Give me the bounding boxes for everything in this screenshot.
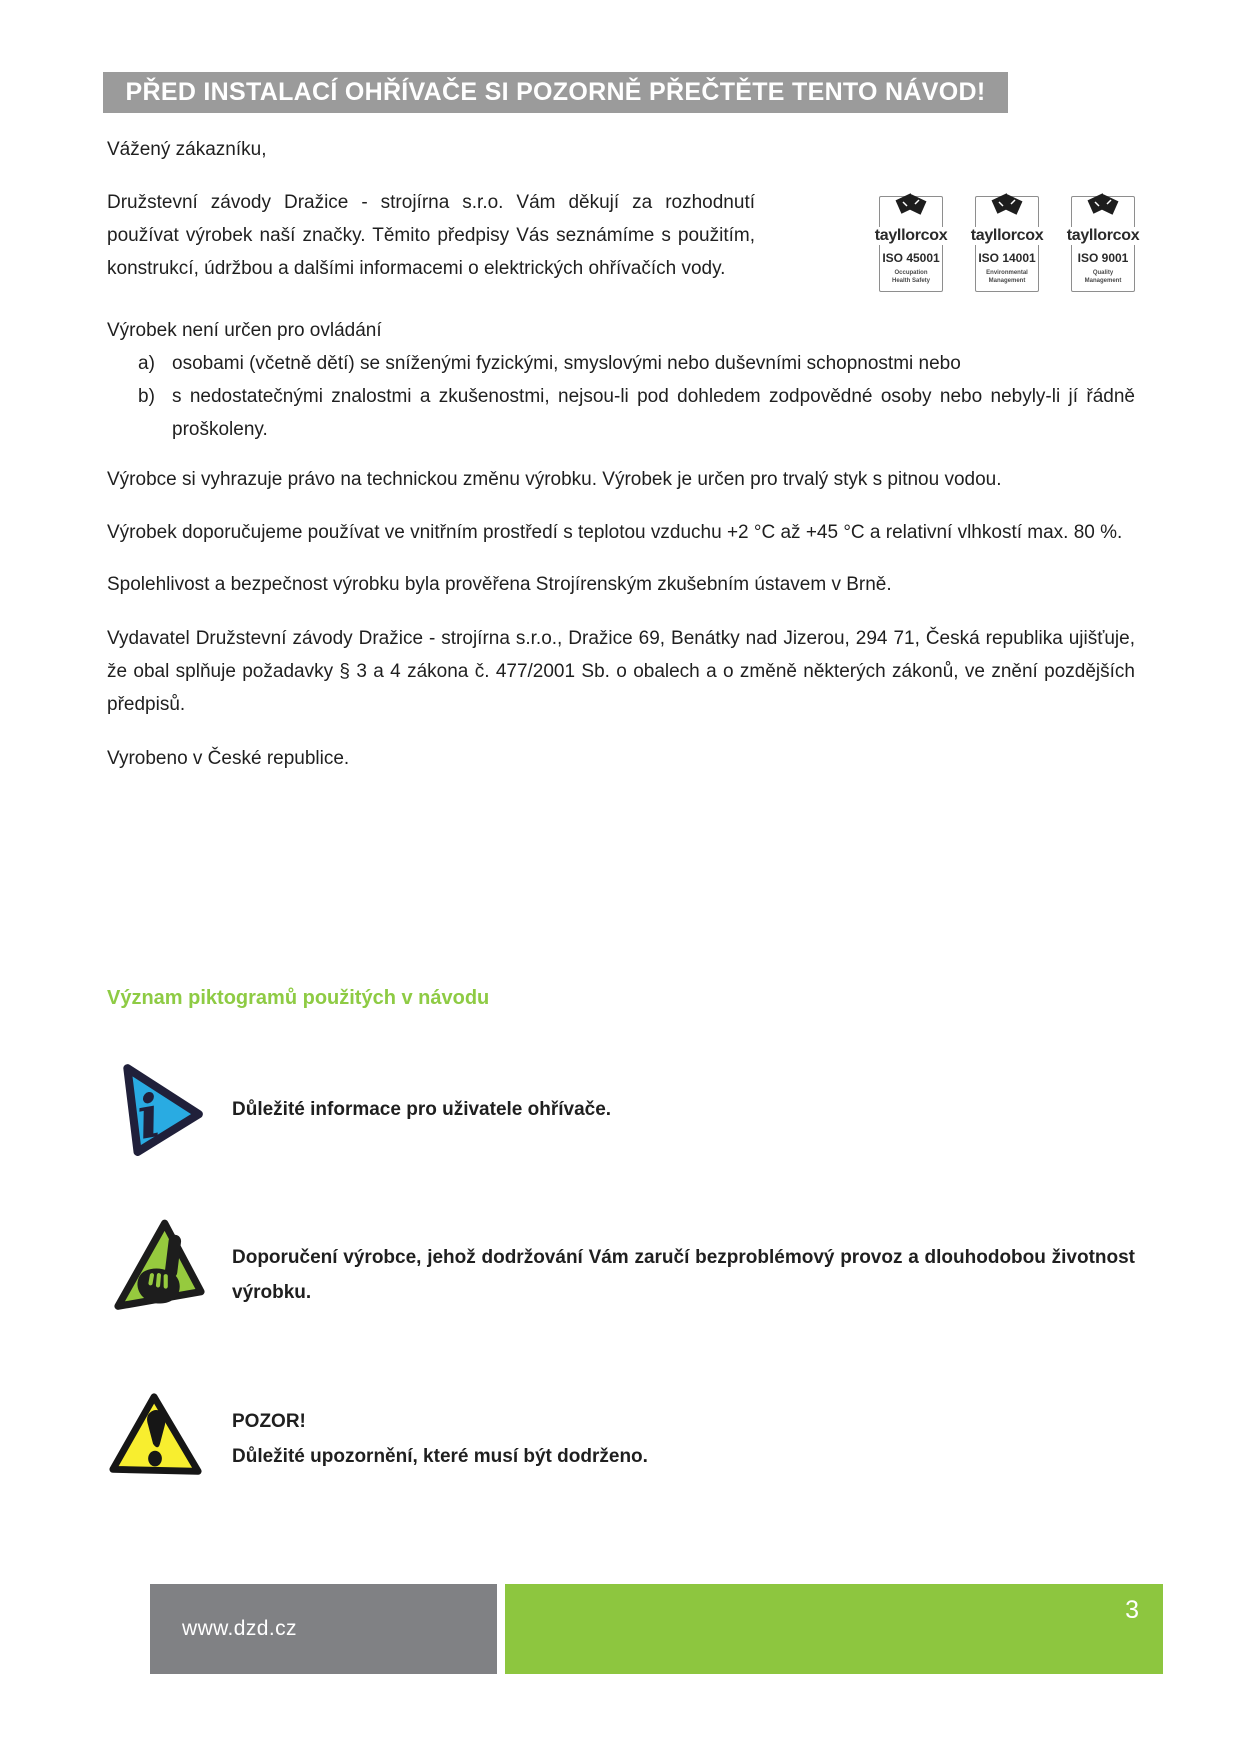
- certification-subtitle: [880, 269, 942, 285]
- certification-logo-iso9001: [1066, 196, 1140, 292]
- certification-standard: ISO 45001: [882, 251, 940, 265]
- certification-subtitle-line2: Management: [988, 278, 1026, 284]
- certification-logo-iso45001: [874, 196, 948, 292]
- list-text-b: s nedostatečnými znalostmi a zkušenostmi, nejsou-li pod dohledem zodpovědné osoby nebo nebyly-li jí řádně proškoleny.: [172, 386, 1135, 440]
- reliability-paragraph: Spolehlivost a bezpečnost výrobku byla prověřena Strojírenským zkušebním ústavem v Brně.: [107, 574, 892, 595]
- certification-standard: ISO 14001: [978, 251, 1036, 265]
- footer-page-number: 3: [1125, 1596, 1139, 1624]
- list-item-b: [138, 380, 1135, 446]
- certification-subtitle: [1072, 269, 1134, 285]
- certification-logo-iso14001: [970, 196, 1044, 292]
- greeting-text: Vážený zákazníku,: [107, 139, 267, 160]
- info-icon: [107, 1056, 232, 1163]
- certification-subtitle-line1: Occupation: [894, 270, 928, 276]
- list-item-a: [138, 347, 1135, 380]
- made-in-paragraph: Vyrobeno v České republice.: [107, 748, 350, 769]
- pictogram-warning-title: POZOR!: [232, 1410, 306, 1432]
- certification-brand: tayllorcox: [968, 227, 1047, 245]
- certification-subtitle-line2: Management: [1084, 278, 1122, 284]
- warning-banner: PŘED INSTALACÍ OHŘÍVAČE SI POZORNĚ PŘEČTĚTE TENTO NÁVOD!: [103, 72, 1008, 113]
- not-intended-intro: Výrobek není určen pro ovládání: [107, 320, 382, 341]
- recommendation-icon: [107, 1215, 232, 1334]
- svg-text:i: i: [131, 1079, 166, 1153]
- pictogram-recommendation-text: Doporučení výrobce, jehož dodržování Vám zaručí bezproblémový provoz a dlouhodobou životnost výrobku.: [232, 1246, 1135, 1303]
- warning-icon: [107, 1386, 232, 1491]
- certification-logos: [755, 186, 1140, 292]
- publisher-paragraph: Vydavatel Družstevní závody Dražice - strojírna s.r.o., Dražice 69, Benátky nad Jizerou, 294 71, Česká republika ujišťuje, že obal splňuje požadavky § 3 a 4 zákona č. 477/2001 Sb. o obalech a o změně některých zákonů, ve znění pozdějších předpisů.: [107, 628, 1135, 715]
- certification-subtitle: [976, 269, 1038, 285]
- pictogram-warning-row: [107, 1386, 1135, 1491]
- certification-subtitle-line1: Environmental: [986, 270, 1028, 276]
- tayllorcox-ribbon-icon: [985, 191, 1029, 226]
- list-text-a: osobami (včetně dětí) se sníženými fyzickými, smyslovými nebo duševními schopnostmi nebo: [172, 353, 961, 374]
- page-content: [0, 133, 1240, 1491]
- list-marker-b: b): [138, 386, 155, 407]
- pictogram-info-row: [107, 1056, 1135, 1163]
- intro-paragraph: Družstevní závody Dražice - strojírna s.r.o. Vám děkují za rozhodnutí používat výrobek naší značky. Těmito předpisy Vás seznámíme s použitím, konstrukcí, údržbou a dalšími informacemi o elektrických ohřívačích vody.: [107, 192, 755, 279]
- environment-paragraph: Výrobek doporučujeme používat ve vnitřním prostředí s teplotou vzduchu +2 °C až +45 °C a relativní vlhkostí max. 80 %.: [107, 522, 1123, 543]
- footer-page-box: [505, 1584, 1163, 1674]
- certification-subtitle-line1: Quality: [1092, 270, 1114, 276]
- footer-website-box: [150, 1584, 497, 1674]
- tayllorcox-ribbon-icon: [1081, 191, 1125, 226]
- list-marker-a: a): [138, 353, 155, 374]
- certification-brand: tayllorcox: [1064, 227, 1143, 245]
- pictogram-info-text: Důležité informace pro uživatele ohřívače.: [232, 1099, 612, 1120]
- pictogram-warning-body: Důležité upozornění, které musí být dodrženo.: [232, 1445, 648, 1467]
- rights-paragraph: Výrobce si vyhrazuje právo na technickou změnu výrobku. Výrobek je určen pro trvalý styk s pitnou vodou.: [107, 469, 1002, 490]
- certification-standard: ISO 9001: [1077, 251, 1129, 265]
- pictogram-recommendation-row: [107, 1215, 1135, 1334]
- intro-section: [107, 186, 1140, 292]
- footer-website: www.dzd.cz: [182, 1617, 297, 1640]
- certification-subtitle-line2: Health Safety: [891, 278, 930, 284]
- tayllorcox-ribbon-icon: [889, 191, 933, 226]
- pictogram-warning-text: [232, 1404, 1135, 1474]
- certification-brand: tayllorcox: [872, 227, 951, 245]
- pictograms-heading: Význam piktogramů použitých v návodu: [107, 987, 490, 1009]
